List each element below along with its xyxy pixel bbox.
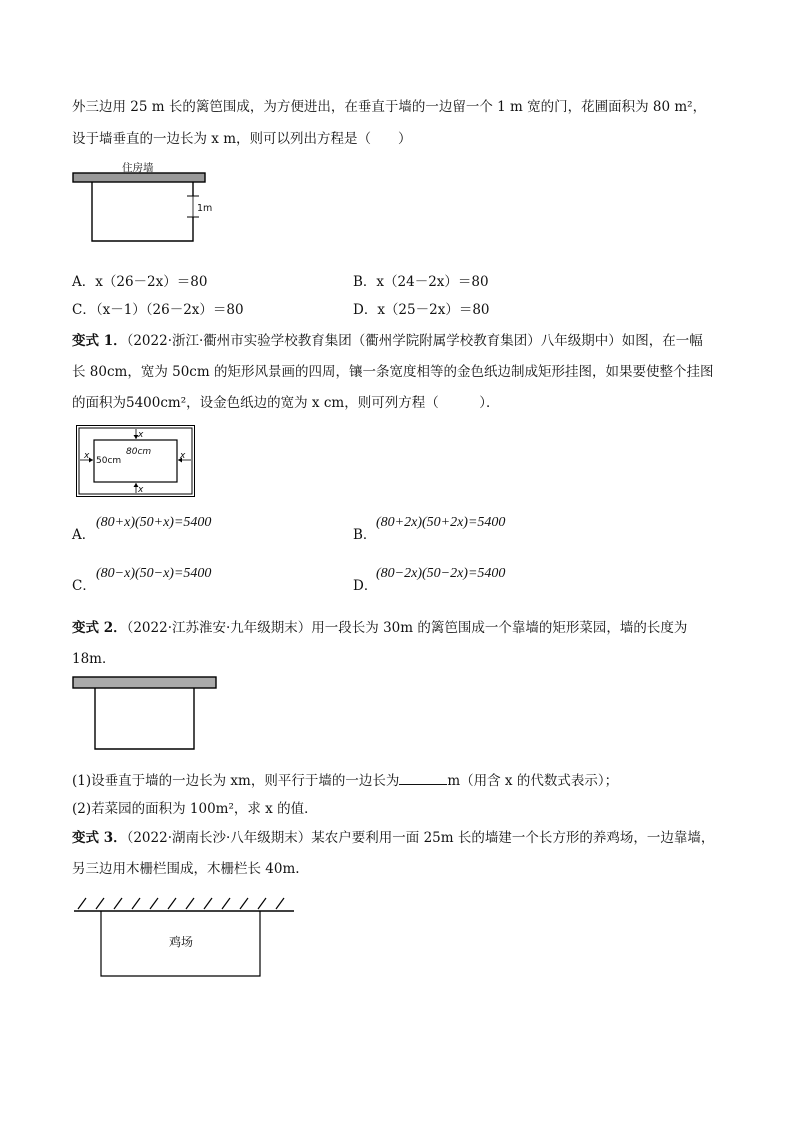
variant-2-q2: (2)若菜园的面积为 100m²，求 x 的值． bbox=[72, 801, 318, 817]
q0-line1: 外三边用 25 m 长的篱笆围成，为方便进出，在垂直于墙的一边留一个 1 m 宽的门，花圃面积为 80 m²， bbox=[72, 99, 707, 115]
q0-option-a: A．x（26－2x）＝80 bbox=[72, 274, 208, 290]
variant-1-line3: 的面积为5400cm²，设金色纸边的宽为 x cm，则可列方程（ ）． bbox=[72, 395, 500, 411]
wall-label: 住房墙 bbox=[122, 162, 154, 174]
width-label: 50cm bbox=[96, 456, 122, 466]
x-left-label: x bbox=[84, 451, 90, 461]
variant-2-line1: 变式 2．（2022·江苏淮安·九年级期末）用一段长为 30m 的篱笆围成一个靠墙的矩形菜园，墙的长度为 bbox=[72, 620, 688, 636]
v1-option-d: (80−2x)(50−2x)=5400 bbox=[376, 566, 506, 581]
variant-3-line2: 另三边用木栅栏围成，木栅栏长 40m. bbox=[72, 861, 300, 877]
variant-3-label: 变式 3． bbox=[72, 830, 127, 846]
x-top-label: x bbox=[138, 430, 144, 440]
wall-hatching bbox=[78, 898, 284, 909]
chicken-farm-figure bbox=[74, 896, 296, 978]
farm-label: 鸡场 bbox=[169, 935, 194, 949]
v1-option-c-letter: C． bbox=[72, 578, 96, 594]
answer-blank[interactable] bbox=[399, 772, 447, 785]
q0-line2: 设于墙垂直的一边长为 x m，则可以列出方程是（ ） bbox=[72, 131, 412, 147]
fence-outline bbox=[92, 182, 193, 241]
variant-2-line2: 18m． bbox=[72, 651, 116, 667]
door-label: 1m bbox=[197, 203, 213, 214]
variant-2-label: 变式 2． bbox=[72, 620, 127, 636]
q0-option-b: B．x（24－2x）＝80 bbox=[353, 274, 489, 290]
v1-option-c: (80−x)(50−x)=5400 bbox=[96, 566, 212, 581]
variant-1-label: 变式 1． bbox=[72, 333, 127, 349]
fence-outline bbox=[95, 688, 194, 749]
wall-bar bbox=[73, 173, 205, 182]
frame-figure bbox=[76, 425, 196, 498]
v1-option-a: (80+x)(50+x)=5400 bbox=[96, 515, 212, 530]
v1-option-b-letter: B． bbox=[353, 527, 377, 543]
q0-option-c: C．（x－1）（26－2x）＝80 bbox=[72, 302, 244, 318]
v1-option-a-letter: A． bbox=[72, 527, 96, 543]
variant-3-line1: 变式 3．（2022·湖南长沙·八年级期末）某农户要利用一面 25m 长的墙建一个长方形的养鸡场，一边靠墙， bbox=[72, 830, 715, 846]
v1-option-b: (80+2x)(50+2x)=5400 bbox=[376, 515, 506, 530]
variant-1-line1: 变式 1．（2022·浙江·衢州市实验学校教育集团（衢州学院附属学校教育集团）八年级期中）如图，在一幅 bbox=[72, 333, 703, 349]
v1-option-d-letter: D． bbox=[353, 578, 378, 594]
length-label: 80cm bbox=[126, 447, 152, 457]
garden-figure bbox=[70, 160, 213, 246]
vegetable-garden-figure bbox=[72, 676, 218, 752]
q0-option-d: D．x（25－2x）＝80 bbox=[353, 302, 490, 318]
x-right-label: x bbox=[180, 451, 186, 461]
x-bottom-label: x bbox=[138, 485, 144, 495]
variant-1-line2: 长 80cm，宽为 50cm 的矩形风景画的四周，镶一条宽度相等的金色纸边制成矩形挂图，如果要使整个挂图 bbox=[72, 364, 714, 380]
wall-bar bbox=[73, 677, 216, 688]
variant-2-q1: (1)设垂直于墙的一边长为 xm，则平行于墙的一边长为 m（用含 x 的代数式表示）； bbox=[72, 773, 619, 789]
